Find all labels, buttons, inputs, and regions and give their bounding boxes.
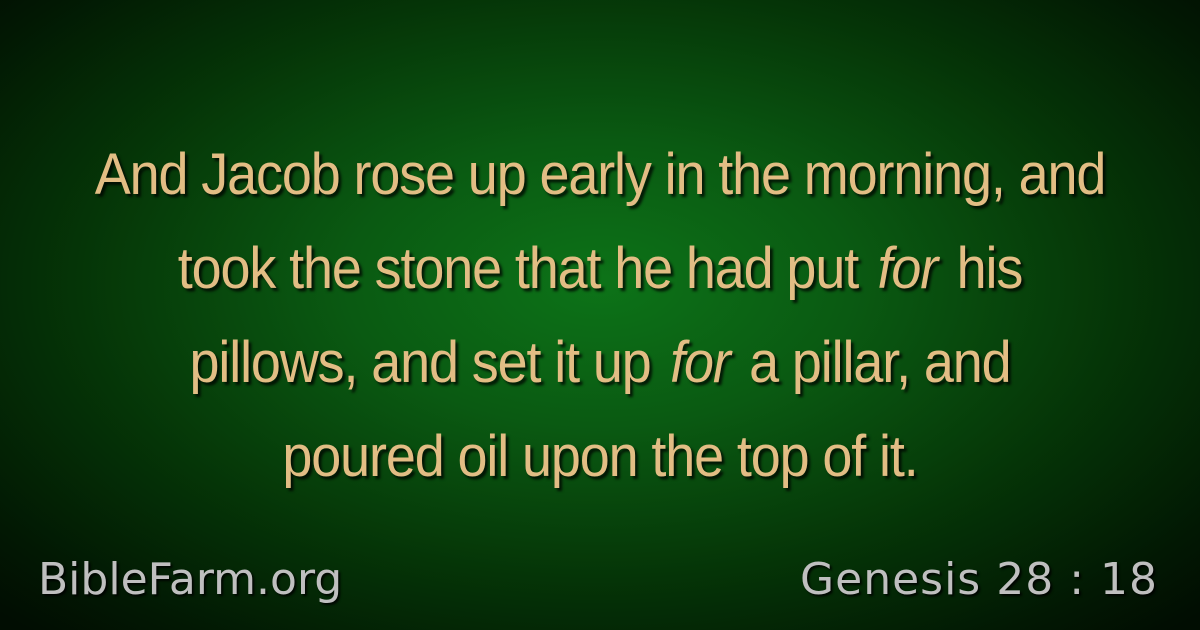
verse-line-3-start: pillows, and set it up — [189, 330, 651, 395]
verse-reference: Genesis 28 : 18 — [800, 554, 1158, 605]
verse-line-3-italic-word: for — [670, 330, 730, 395]
verse-line-2-start: took the stone that he had put — [177, 236, 859, 301]
verse-line-2-end: his — [956, 236, 1023, 301]
verse-line-2 — [79, 222, 1121, 316]
site-name: BibleFarm.org — [38, 554, 343, 605]
verse-line-4: poured oil upon the top of it. — [282, 424, 918, 489]
verse-line-2-italic-word: for — [877, 236, 938, 301]
verse-line-1: And Jacob rose up early in the morning, and — [94, 142, 1106, 207]
verse-text — [79, 128, 1121, 504]
verse-line-3 — [79, 316, 1121, 410]
verse-line-3-end: a pillar, and — [749, 330, 1011, 395]
